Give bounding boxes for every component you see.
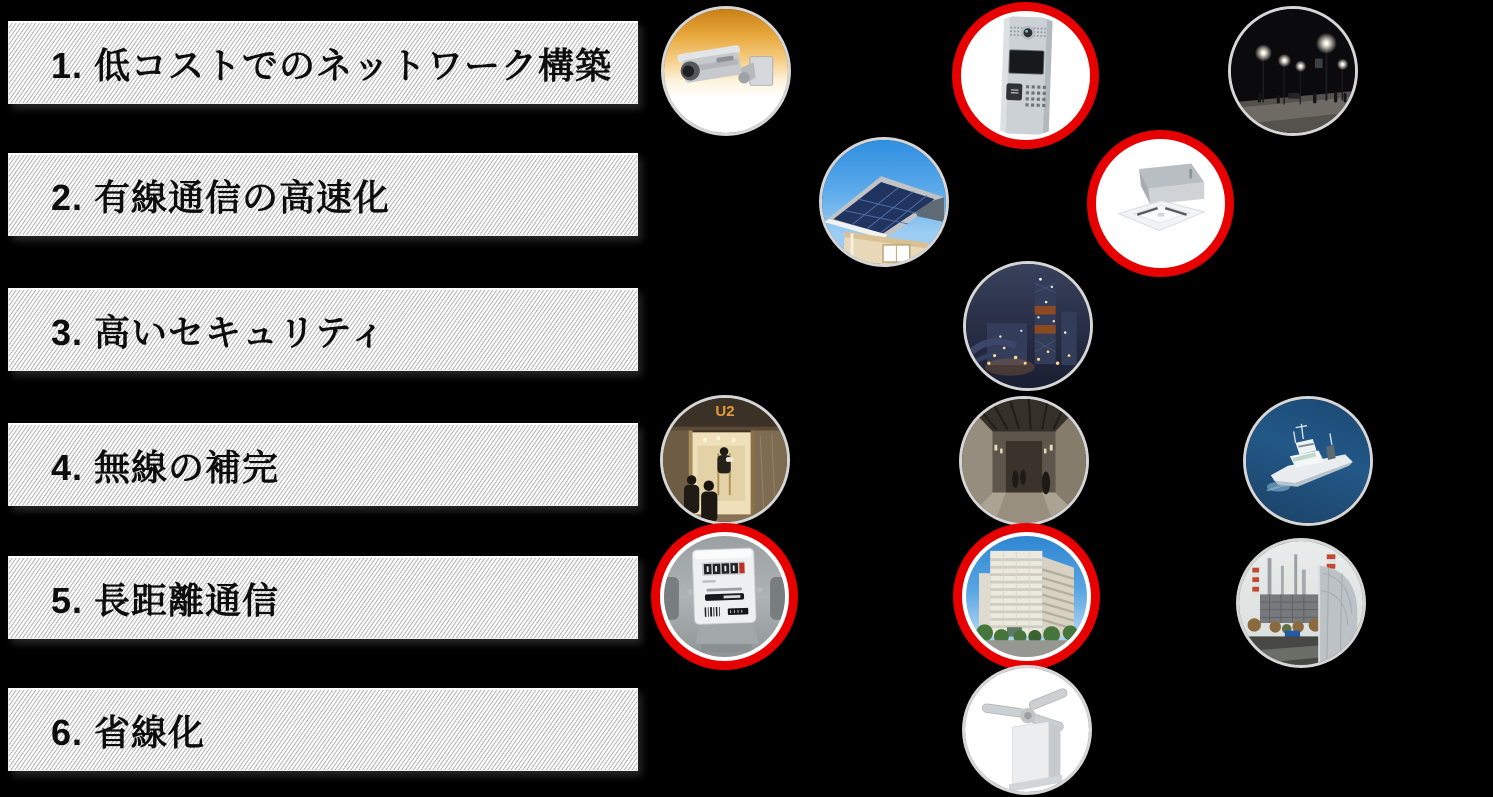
photo-elevator xyxy=(660,395,790,525)
factory-night-graphic xyxy=(966,264,1090,388)
feature-bar-5 xyxy=(8,556,638,639)
intercom-image xyxy=(965,15,1086,136)
photo-ceiling-aircon xyxy=(1087,130,1234,277)
ship-graphic xyxy=(1246,399,1370,523)
turnstile-graphic xyxy=(965,668,1089,792)
ship-image xyxy=(1246,399,1370,523)
photo-turnstile xyxy=(962,665,1092,795)
feature-label-6: 6. 省線化 xyxy=(51,711,206,753)
street-lights-graphic xyxy=(1231,9,1355,133)
elevator-image xyxy=(663,398,787,522)
solar-house-graphic xyxy=(822,140,946,264)
photo-apartment-building xyxy=(953,523,1100,670)
ceiling-aircon-graphic xyxy=(1100,143,1221,264)
photo-intercom xyxy=(952,2,1099,149)
photo-street-lights xyxy=(1228,6,1358,136)
ceiling-aircon-image xyxy=(1100,143,1221,264)
feature-bar-3 xyxy=(8,288,638,371)
photo-tunnel xyxy=(959,396,1089,526)
feature-bar-1 xyxy=(8,21,638,104)
photo-security-camera xyxy=(661,6,791,136)
photo-factory-night xyxy=(963,261,1093,391)
tunnel-graphic xyxy=(962,399,1086,523)
intercom-graphic xyxy=(965,15,1086,136)
factory-day-image xyxy=(1239,541,1363,665)
feature-bar-2 xyxy=(8,153,638,236)
feature-label-4: 4. 無線の補完 xyxy=(51,446,280,488)
feature-bar-4 xyxy=(8,423,638,506)
apartment-building-image xyxy=(966,536,1087,657)
feature-label-3: 3. 高いセキュリティ xyxy=(51,311,387,353)
security-camera-graphic xyxy=(664,9,788,133)
street-lights-image xyxy=(1231,9,1355,133)
factory-night-image xyxy=(966,264,1090,388)
feature-label-2: 2. 有線通信の高速化 xyxy=(51,176,391,218)
power-meter-image xyxy=(664,536,785,657)
factory-day-graphic xyxy=(1239,541,1363,665)
photo-solar-house xyxy=(819,137,949,267)
feature-label-1: 1. 低コストでのネットワーク構築 xyxy=(51,44,613,86)
feature-bar-6 xyxy=(8,688,638,771)
apartment-building-graphic xyxy=(966,536,1087,657)
photo-ship xyxy=(1243,396,1373,526)
feature-label-5: 5. 長距離通信 xyxy=(51,579,280,621)
photo-power-meter xyxy=(651,523,798,670)
security-camera-image xyxy=(664,9,788,133)
solar-house-image xyxy=(822,140,946,264)
power-meter-graphic xyxy=(664,536,785,657)
turnstile-image xyxy=(965,668,1089,792)
tunnel-image xyxy=(962,399,1086,523)
photo-factory-day xyxy=(1236,538,1366,668)
elevator-sign-text: U2 xyxy=(715,403,735,420)
